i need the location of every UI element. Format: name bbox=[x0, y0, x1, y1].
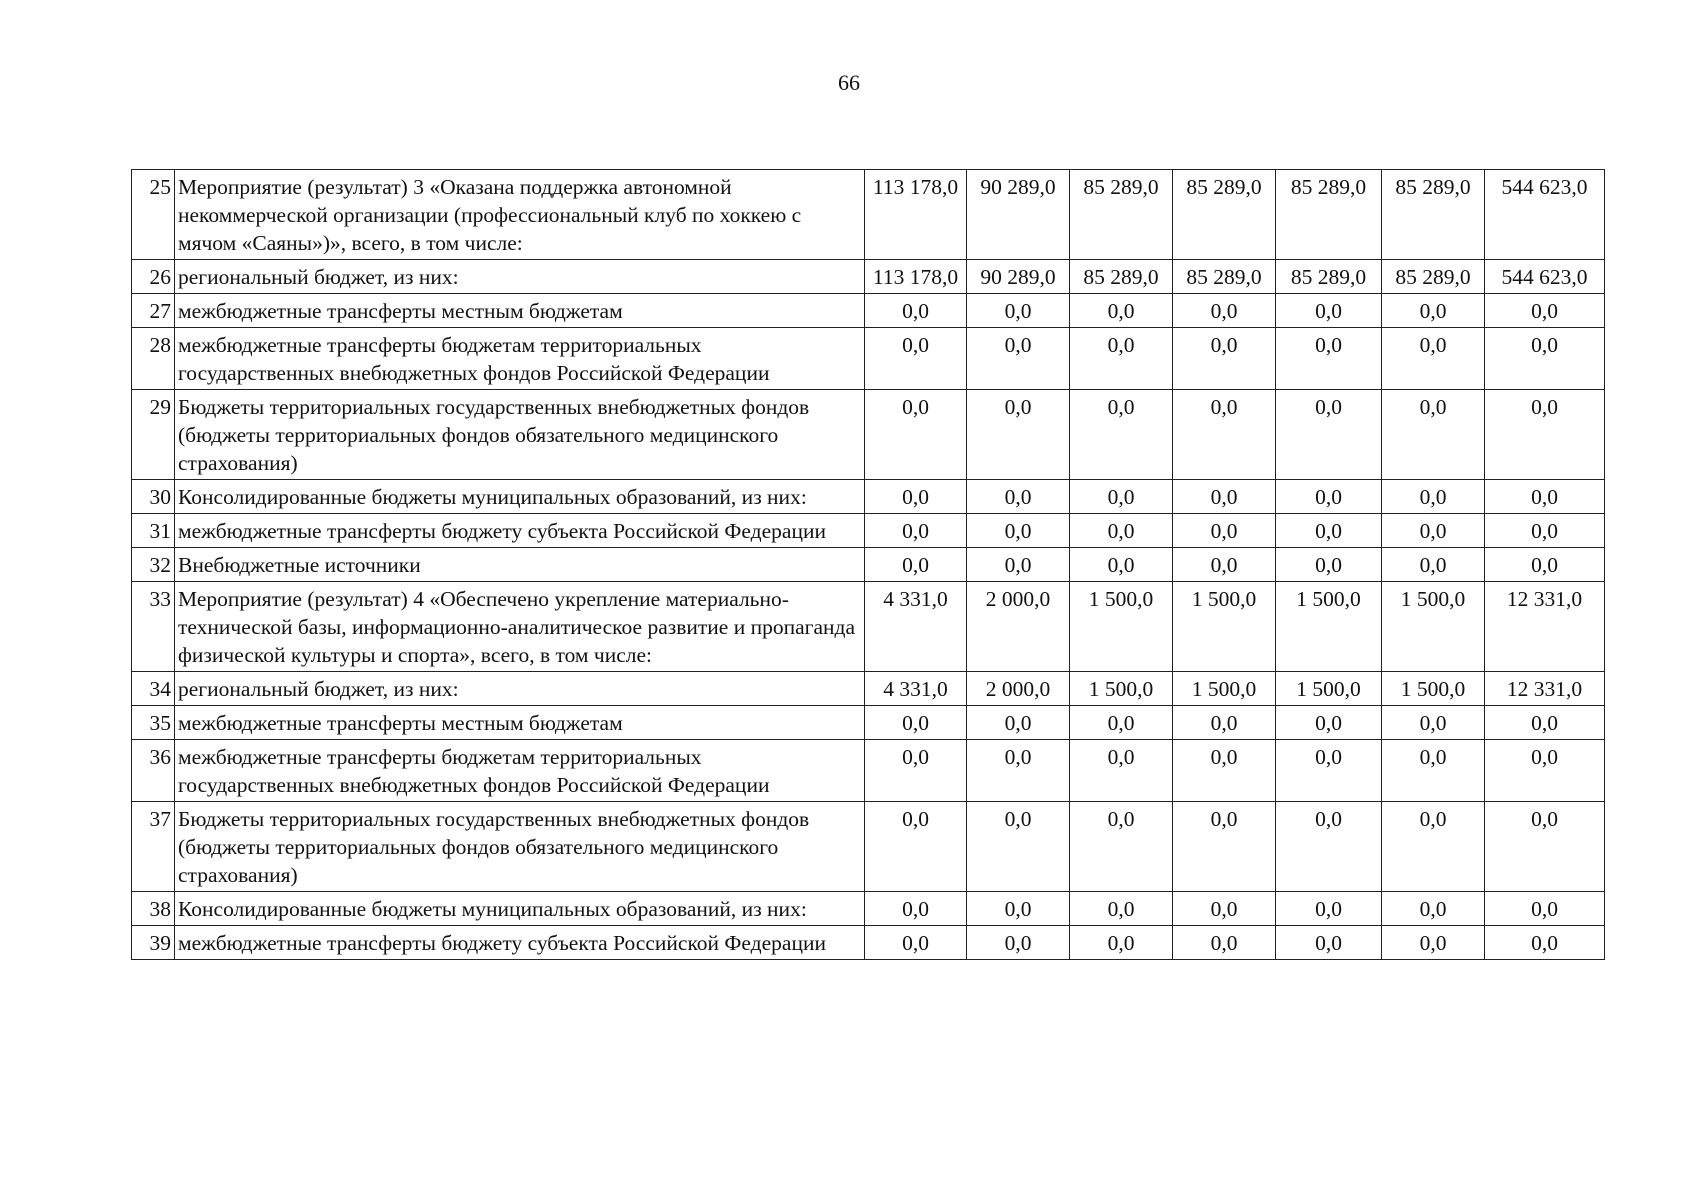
value-cell: 0,0 bbox=[1485, 390, 1605, 480]
value-cell: 0,0 bbox=[1485, 480, 1605, 514]
table-row bbox=[132, 740, 1605, 802]
value-cell: 0,0 bbox=[865, 706, 967, 740]
page-number: 66 bbox=[838, 70, 860, 95]
value-cell: 0,0 bbox=[1382, 390, 1485, 480]
value-cell: 0,0 bbox=[865, 926, 967, 960]
row-number: 33 bbox=[132, 582, 175, 672]
value-cell: 0,0 bbox=[1485, 892, 1605, 926]
value-cell: 1 500,0 bbox=[1382, 582, 1485, 672]
value-cell: 1 500,0 bbox=[1276, 582, 1382, 672]
value-cell: 0,0 bbox=[865, 294, 967, 328]
value-cell: 0,0 bbox=[1173, 328, 1276, 390]
row-number: 25 bbox=[132, 170, 175, 260]
value-cell: 2 000,0 bbox=[967, 672, 1070, 706]
value-cell: 0,0 bbox=[1485, 802, 1605, 892]
value-cell: 0,0 bbox=[1276, 480, 1382, 514]
row-number: 26 bbox=[132, 260, 175, 294]
table-row bbox=[132, 706, 1605, 740]
budget-table bbox=[131, 169, 1605, 960]
value-cell: 0,0 bbox=[1070, 740, 1173, 802]
value-cell: 85 289,0 bbox=[1173, 260, 1276, 294]
row-number: 31 bbox=[132, 514, 175, 548]
value-cell: 0,0 bbox=[1485, 548, 1605, 582]
value-cell: 4 331,0 bbox=[865, 672, 967, 706]
value-cell: 0,0 bbox=[1070, 294, 1173, 328]
value-cell: 0,0 bbox=[1173, 706, 1276, 740]
row-number: 28 bbox=[132, 328, 175, 390]
value-cell: 0,0 bbox=[865, 892, 967, 926]
table-row bbox=[132, 802, 1605, 892]
value-cell: 0,0 bbox=[1485, 514, 1605, 548]
row-number: 34 bbox=[132, 672, 175, 706]
value-cell: 0,0 bbox=[1070, 926, 1173, 960]
value-cell: 0,0 bbox=[1382, 514, 1485, 548]
table-row bbox=[132, 170, 1605, 260]
value-cell: 0,0 bbox=[1276, 514, 1382, 548]
value-cell: 0,0 bbox=[865, 480, 967, 514]
row-number: 36 bbox=[132, 740, 175, 802]
value-cell: 0,0 bbox=[967, 892, 1070, 926]
value-cell: 0,0 bbox=[967, 802, 1070, 892]
row-number: 27 bbox=[132, 294, 175, 328]
budget-table-body bbox=[132, 170, 1605, 960]
value-cell: 0,0 bbox=[1276, 892, 1382, 926]
value-cell: 544 623,0 bbox=[1485, 170, 1605, 260]
table-row bbox=[132, 480, 1605, 514]
value-cell: 0,0 bbox=[1070, 892, 1173, 926]
value-cell: 0,0 bbox=[1276, 926, 1382, 960]
value-cell: 0,0 bbox=[865, 328, 967, 390]
value-cell: 0,0 bbox=[967, 390, 1070, 480]
row-description: межбюджетные трансферты бюджетам территориальных государственных внебюджетных фондов Российской Федерации bbox=[175, 328, 865, 390]
value-cell: 0,0 bbox=[1382, 892, 1485, 926]
row-number: 29 bbox=[132, 390, 175, 480]
table-row bbox=[132, 548, 1605, 582]
value-cell: 0,0 bbox=[967, 926, 1070, 960]
value-cell: 0,0 bbox=[1382, 294, 1485, 328]
value-cell: 113 178,0 bbox=[865, 170, 967, 260]
value-cell: 0,0 bbox=[967, 740, 1070, 802]
table-row bbox=[132, 514, 1605, 548]
value-cell: 1 500,0 bbox=[1173, 672, 1276, 706]
row-description: Консолидированные бюджеты муниципальных образований, из них: bbox=[175, 892, 865, 926]
row-description: Мероприятие (результат) 4 «Обеспечено укрепление материально-технической базы, информационно-аналитическое развитие и пропаганда физической культуры и спорта», всего, в том числе: bbox=[175, 582, 865, 672]
value-cell: 2 000,0 bbox=[967, 582, 1070, 672]
value-cell: 12 331,0 bbox=[1485, 672, 1605, 706]
table-row bbox=[132, 582, 1605, 672]
value-cell: 0,0 bbox=[1485, 926, 1605, 960]
table-row bbox=[132, 672, 1605, 706]
value-cell: 0,0 bbox=[967, 514, 1070, 548]
value-cell: 0,0 bbox=[1276, 802, 1382, 892]
value-cell: 0,0 bbox=[1485, 294, 1605, 328]
value-cell: 85 289,0 bbox=[1382, 260, 1485, 294]
row-description: межбюджетные трансферты бюджету субъекта Российской Федерации bbox=[175, 926, 865, 960]
value-cell: 0,0 bbox=[1276, 548, 1382, 582]
value-cell: 90 289,0 bbox=[967, 170, 1070, 260]
value-cell: 0,0 bbox=[1382, 926, 1485, 960]
row-number: 35 bbox=[132, 706, 175, 740]
row-description: межбюджетные трансферты местным бюджетам bbox=[175, 294, 865, 328]
value-cell: 85 289,0 bbox=[1382, 170, 1485, 260]
value-cell: 0,0 bbox=[1276, 294, 1382, 328]
value-cell: 0,0 bbox=[1276, 740, 1382, 802]
value-cell: 0,0 bbox=[1485, 328, 1605, 390]
value-cell: 0,0 bbox=[1485, 706, 1605, 740]
value-cell: 0,0 bbox=[1070, 802, 1173, 892]
value-cell: 0,0 bbox=[1382, 706, 1485, 740]
value-cell: 85 289,0 bbox=[1276, 260, 1382, 294]
value-cell: 0,0 bbox=[1070, 706, 1173, 740]
row-description: межбюджетные трансферты бюджету субъекта Российской Федерации bbox=[175, 514, 865, 548]
row-description: Внебюджетные источники bbox=[175, 548, 865, 582]
value-cell: 1 500,0 bbox=[1276, 672, 1382, 706]
value-cell: 0,0 bbox=[1173, 892, 1276, 926]
value-cell: 0,0 bbox=[967, 328, 1070, 390]
row-description: межбюджетные трансферты местным бюджетам bbox=[175, 706, 865, 740]
value-cell: 1 500,0 bbox=[1070, 672, 1173, 706]
row-number: 38 bbox=[132, 892, 175, 926]
row-number: 39 bbox=[132, 926, 175, 960]
value-cell: 0,0 bbox=[1070, 548, 1173, 582]
value-cell: 90 289,0 bbox=[967, 260, 1070, 294]
row-description: межбюджетные трансферты бюджетам территориальных государственных внебюджетных фондов Российской Федерации bbox=[175, 740, 865, 802]
value-cell: 0,0 bbox=[865, 802, 967, 892]
value-cell: 0,0 bbox=[865, 390, 967, 480]
value-cell: 0,0 bbox=[1070, 328, 1173, 390]
row-number: 37 bbox=[132, 802, 175, 892]
value-cell: 0,0 bbox=[1485, 740, 1605, 802]
value-cell: 0,0 bbox=[1276, 328, 1382, 390]
value-cell: 0,0 bbox=[865, 514, 967, 548]
value-cell: 1 500,0 bbox=[1382, 672, 1485, 706]
value-cell: 0,0 bbox=[1382, 480, 1485, 514]
value-cell: 0,0 bbox=[1382, 328, 1485, 390]
value-cell: 113 178,0 bbox=[865, 260, 967, 294]
value-cell: 85 289,0 bbox=[1173, 170, 1276, 260]
value-cell: 1 500,0 bbox=[1070, 582, 1173, 672]
row-description: региональный бюджет, из них: bbox=[175, 260, 865, 294]
value-cell: 0,0 bbox=[967, 706, 1070, 740]
value-cell: 0,0 bbox=[1173, 514, 1276, 548]
value-cell: 85 289,0 bbox=[1070, 170, 1173, 260]
row-description: Консолидированные бюджеты муниципальных образований, из них: bbox=[175, 480, 865, 514]
value-cell: 0,0 bbox=[1173, 390, 1276, 480]
value-cell: 0,0 bbox=[1382, 548, 1485, 582]
row-description: Бюджеты территориальных государственных внебюджетных фондов (бюджеты территориальных фондов обязательного медицинского страхования) bbox=[175, 390, 865, 480]
value-cell: 0,0 bbox=[1382, 802, 1485, 892]
table-row bbox=[132, 294, 1605, 328]
value-cell: 0,0 bbox=[1070, 480, 1173, 514]
value-cell: 0,0 bbox=[1276, 390, 1382, 480]
value-cell: 0,0 bbox=[1173, 802, 1276, 892]
row-number: 32 bbox=[132, 548, 175, 582]
row-description: Бюджеты территориальных государственных внебюджетных фондов (бюджеты территориальных фондов обязательного медицинского страхования) bbox=[175, 802, 865, 892]
value-cell: 4 331,0 bbox=[865, 582, 967, 672]
value-cell: 0,0 bbox=[1173, 294, 1276, 328]
value-cell: 0,0 bbox=[865, 740, 967, 802]
value-cell: 0,0 bbox=[865, 548, 967, 582]
table-row bbox=[132, 926, 1605, 960]
table-row bbox=[132, 260, 1605, 294]
value-cell: 85 289,0 bbox=[1276, 170, 1382, 260]
table-row bbox=[132, 892, 1605, 926]
value-cell: 0,0 bbox=[967, 548, 1070, 582]
value-cell: 0,0 bbox=[1173, 740, 1276, 802]
value-cell: 0,0 bbox=[1382, 740, 1485, 802]
value-cell: 1 500,0 bbox=[1173, 582, 1276, 672]
value-cell: 544 623,0 bbox=[1485, 260, 1605, 294]
value-cell: 0,0 bbox=[1173, 548, 1276, 582]
value-cell: 0,0 bbox=[1173, 926, 1276, 960]
value-cell: 0,0 bbox=[1173, 480, 1276, 514]
value-cell: 0,0 bbox=[1070, 390, 1173, 480]
row-description: Мероприятие (результат) 3 «Оказана поддержка автономной некоммерческой организации (профессиональный клуб по хоккею с мячом «Саяны»)», всего, в том числе: bbox=[175, 170, 865, 260]
row-number: 30 bbox=[132, 480, 175, 514]
value-cell: 0,0 bbox=[1276, 706, 1382, 740]
table-row bbox=[132, 390, 1605, 480]
row-description: региональный бюджет, из них: bbox=[175, 672, 865, 706]
value-cell: 0,0 bbox=[967, 294, 1070, 328]
value-cell: 12 331,0 bbox=[1485, 582, 1605, 672]
value-cell: 0,0 bbox=[1070, 514, 1173, 548]
value-cell: 85 289,0 bbox=[1070, 260, 1173, 294]
table-row bbox=[132, 328, 1605, 390]
value-cell: 0,0 bbox=[967, 480, 1070, 514]
